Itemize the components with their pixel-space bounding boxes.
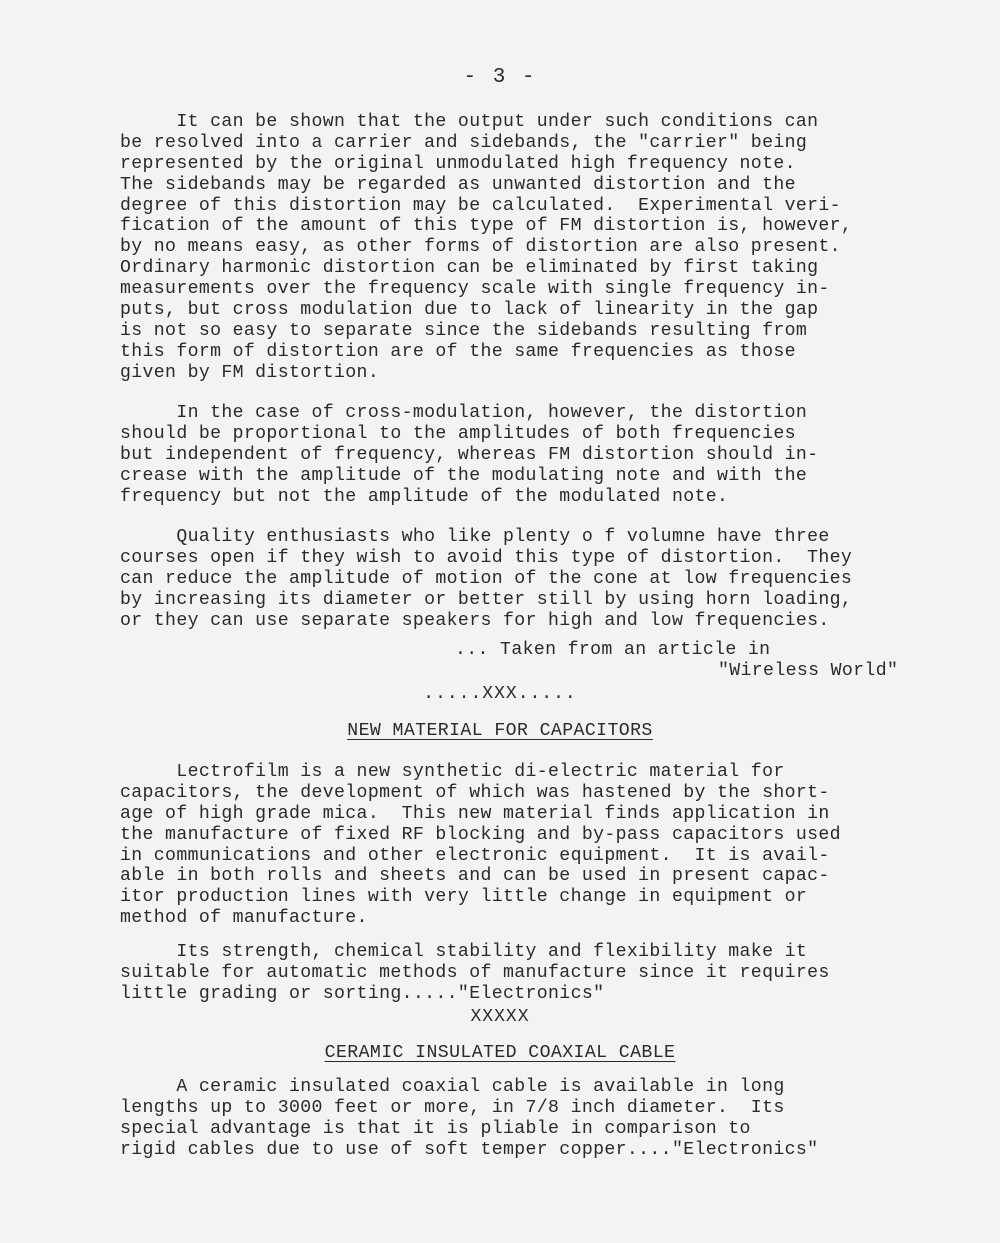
text-line: lengths up to 3000 feet or more, in 7/8 inch diameter. Its: [120, 1097, 785, 1118]
text-line: be resolved into a carrier and sidebands, the "carrier" being: [120, 132, 808, 153]
attribution-line: ... Taken from an article in: [455, 640, 771, 660]
section-separator: XXXXX: [470, 1007, 530, 1027]
text-line: able in both rolls and sheets and can be used in present capac-: [120, 866, 830, 887]
text-line: little grading or sorting....."Electronics": [120, 983, 605, 1004]
text-line: given by FM distortion.: [120, 362, 380, 383]
section-heading: [0, 1043, 1000, 1063]
text-line: by no means easy, as other forms of distortion are also present.: [120, 237, 841, 258]
text-line: Quality enthusiasts who like plenty o f volumne have three: [120, 527, 830, 547]
paragraph-fm-sidebands: [120, 112, 930, 384]
text-line: suitable for automatic methods of manufacture since it requires: [120, 962, 830, 983]
text-line: crease with the amplitude of the modulating note and with the: [120, 465, 808, 486]
text-line: A ceramic insulated coaxial cable is available in long: [120, 1077, 785, 1097]
text-line: measurements over the frequency scale with single frequency in-: [120, 279, 830, 300]
text-line: capacitors, the development of which was hastened by the short-: [120, 782, 830, 803]
text-line: frequency but not the amplitude of the modulated note.: [120, 486, 729, 507]
section-separator: .....XXX.....: [423, 684, 577, 704]
section-heading: [0, 721, 1000, 741]
text-line: itor production lines with very little change in equipment or: [120, 887, 808, 908]
page-number: - 3 -: [463, 66, 537, 89]
text-line: fication of the amount of this type of FM distortion is, however,: [120, 216, 853, 237]
text-line: puts, but cross modulation due to lack of linearity in the gap: [120, 300, 819, 321]
text-line: It can be shown that the output under such conditions can: [120, 112, 819, 132]
text-line: represented by the original unmodulated high frequency note.: [120, 153, 796, 174]
text-line: in communications and other electronic equipment. It is avail-: [120, 845, 830, 866]
paragraph-cross-modulation: [120, 403, 930, 507]
text-line: method of manufacture.: [120, 908, 368, 929]
text-line: is not so easy to separate since the sidebands resulting from: [120, 320, 808, 341]
text-line: The sidebands may be regarded as unwanted distortion and the: [120, 174, 796, 195]
text-line: degree of this distortion may be calculated. Experimental veri-: [120, 195, 841, 216]
heading-capacitors: NEW MATERIAL FOR CAPACITORS: [347, 721, 653, 741]
text-line: Ordinary harmonic distortion can be eliminated by first taking: [120, 258, 819, 279]
text-line: can reduce the amplitude of motion of the cone at low frequencies: [120, 568, 853, 589]
text-line: In the case of cross-modulation, however, the distortion: [120, 403, 808, 423]
attribution-source: "Wireless World": [718, 661, 899, 681]
text-line: by increasing its diameter or better still by using horn loading,: [120, 589, 853, 610]
paragraph-strength: [120, 942, 930, 1005]
text-line: but independent of frequency, whereas FM distortion should in-: [120, 444, 819, 465]
text-line: special advantage is that it is pliable in comparison to: [120, 1118, 751, 1139]
text-line: rigid cables due to use of soft temper copper...."Electronics": [120, 1139, 819, 1160]
text-line: Its strength, chemical stability and flexibility make it: [120, 942, 808, 962]
text-line: age of high grade mica. This new material finds application in: [120, 803, 830, 824]
text-line: should be proportional to the amplitudes of both frequencies: [120, 423, 796, 444]
paragraph-lectrofilm: [120, 762, 930, 929]
paragraph-ceramic-cable: [120, 1077, 930, 1161]
heading-coaxial-cable: CERAMIC INSULATED COAXIAL CABLE: [324, 1043, 676, 1063]
text-line: or they can use separate speakers for high and low frequencies.: [120, 610, 830, 631]
text-line: this form of distortion are of the same frequencies as those: [120, 341, 796, 362]
text-line: courses open if they wish to avoid this type of distortion. They: [120, 547, 853, 568]
paragraph-quality-enthusiasts: [120, 527, 930, 631]
text-line: Lectrofilm is a new synthetic di-electric material for: [120, 762, 785, 782]
text-line: the manufacture of fixed RF blocking and by-pass capacitors used: [120, 824, 841, 845]
